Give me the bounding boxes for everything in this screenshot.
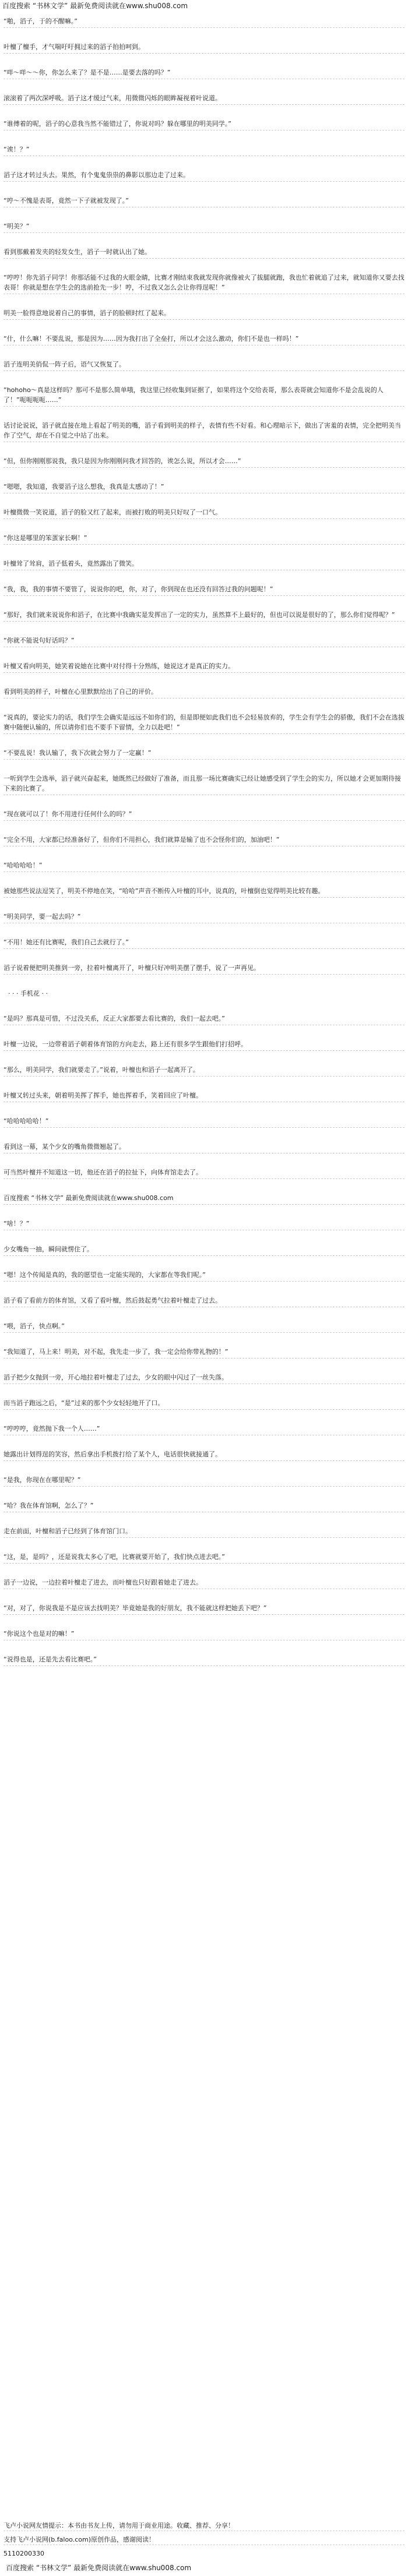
paragraph: “那好，我们就来说说你和滔子，在比赛中我确实是发挥出了一定的实力，虽然算不上最好的，但也可以说是很好的了，那么你们觉得呢？” [3, 596, 405, 622]
paragraph: 可当然叶檀并不知道这一切，他还在滔子的拉扯下，向体育馆走去了。 [3, 1153, 405, 1179]
paragraph: “咩～咩～～你，你怎么来了？是不是……是要去落的吗？” [3, 54, 405, 79]
paragraph: “哈？我在体育馆啊，怎么了？” [3, 1487, 405, 1512]
paragraph: 百度搜索 “书林文学” 最新免费阅读就在www.shu008.com [3, 1179, 405, 1205]
paragraph: 叶檀耸了耸肩，滔子低着头，竟然露出了微笑。 [3, 545, 405, 570]
paragraph: “hohoho～真是这样吗？那可不是那么简单哦，我这里已经收集到证据了，如果将这个交给表哥，那么表哥就会知道你不是会乱说的人了！”呃呃呃呃……” [3, 371, 405, 407]
paragraph: 滔子说着便把明美推到一旁，拉着叶檀离开了，叶檀只好冲明美摆了摆手，说了一声再见。 [3, 949, 405, 975]
footer-notice: 飞卢小说网友情提示：本书由书友上传，请勿用于商业用途。收藏、推荐、分享！ [3, 2517, 405, 2531]
paragraph: 滚滚着了两次深呼吸。滔子这才缓过气来，用微微闪烁的眼眸凝视着叶说道。 [3, 79, 405, 105]
paragraph: “我知道了，马上来！明美，对不起，我先走一步了，我一定会给你带礼物的！” [3, 1333, 405, 1358]
paragraph: “明美？” [3, 207, 405, 233]
paragraph: “不用！她还有比赛呢，我们自己去就行了。” [3, 923, 405, 949]
paragraph: “哼哼！你先滔子同学！你那话能不过我的火眼金睛，比赛才刚结束我就发现你就像被火了拔腿就跑，我也忙着就追了过来，就知道你又要去找表哥！你就是想在学生会的选前抢先一步！哼，不过我又怎么会让你得逞呢！” [3, 259, 405, 294]
paragraph: 看到那戴着发夹的轻发女生，滔子一时就认出了她。 [3, 233, 405, 259]
paragraph: “完全不用，大家都已经准备好了，但你们不用担心，我们就算是输了也不会怪你们的，加油吧！” [3, 821, 405, 846]
paragraph: “谁傅着的呢，滔子的心意我当然不能错过了，你说对吗？躲在哪里的明美同学。” [3, 105, 405, 130]
paragraph: “诶！？” [3, 130, 405, 156]
paragraph: “是我，你现在在哪里呢？” [3, 1461, 405, 1487]
paragraph: “哼哼哼，竟然抛下我一个人……” [3, 1410, 405, 1435]
paragraph: “对，对了，你说我是不是应该去找明美？毕竟她是我的好朋友，我不能就这样把她丢下吧？” [3, 1589, 405, 1615]
paragraph: 滔子连明美俏侃一阵子后，语气又恢复了。 [3, 345, 405, 371]
paragraph: “是吗？那真是可惜，不过没关系，反正大家都要去看比赛的，我们一起去吧。” [3, 1000, 405, 1025]
paragraph: 看到明美的样子，叶檀在心里默默给出了自己的评价。 [3, 673, 405, 698]
paragraph: “喂，滔子，快点啊。” [3, 1307, 405, 1333]
paragraph: 滔子把少女抛到一旁，开心地拉着叶檀走了过去，少女的眼中闪过了一丝失落。 [3, 1358, 405, 1384]
footer-number: 5110200330 [3, 2550, 44, 2557]
footer-site-header: 百度搜索 “书林文学” 最新免费阅读就在www.shu008.com [6, 2564, 192, 2572]
paragraph: 话讨论说说，滔子就直接在地上看起了明美的嘴，滔子看到明美的样子，表情有些不好看。和心理暗示下，做出了害羞的表情，完全把明美当作了空气，却在不自觉之中站了出来。 [3, 407, 405, 442]
site-header: 百度搜索 “书林文学” 最新免费阅读就在www.shu008.com [2, 2, 188, 10]
paragraph: 叶檀又转过头来，朝着明美挥了挥手，她也挥着手，笑着回应了叶檀。 [3, 1077, 405, 1102]
paragraph: 明美一脸得意地说着自己的事情，滔子的脸顿时红了起来。 [3, 294, 405, 320]
paragraph: 少女嘴角一抽，瞬间就愣住了。 [3, 1230, 405, 1256]
paragraph: “不要乱说！我认输了，我下次就会努力了一定赢！” [3, 734, 405, 760]
paragraph: “哼～不愧是表哥，竟然一下子就被发现了。” [3, 182, 405, 207]
page-footer [0, 2517, 408, 2576]
paragraph: 被她那些说法逗笑了，明美不停地在笑，“哈哈”声音不断传入叶檀的耳中，说真的，叶檀倒也觉得明美比较有趣。 [3, 872, 405, 898]
paragraph: “但，但你刚刚那说我，我只是因为你刚刚问我才回答的，诶怎么说，所以才会……” [3, 442, 405, 468]
paragraph: “哈哈哈哈！” [3, 846, 405, 872]
paragraph: “我，我，我的事情不要管了，说说你的吧，你，对了，你到现在也还没有回答过我的问题呢！” [3, 570, 405, 596]
paragraph: “你这是哪里的笨蛋家长啊！” [3, 519, 405, 545]
paragraph: · · · 手机花 · · [8, 990, 48, 997]
paragraph: “说真的，要论实力的话，我们学生会确实是远远不如你们的，但是即便如此我们也不会轻易放弃的，学生会有学生会的骄傲，我们不会在选拔赛中随便认输的，所以请你们也不要手下留情，全力以赴吧！” [3, 698, 405, 734]
paragraph: “嗯！这个传闻是真的，我的愿望也一定能实现的，大家都在等我们呢。” [3, 1256, 405, 1282]
paragraph: “那么，明美同学，我们就要走了。”说着，叶檀也和滔子一起离开了。 [3, 1051, 405, 1077]
paragraph: “啥！？” [3, 1205, 405, 1230]
paragraph: “你就不能说句好话吗？” [3, 622, 405, 647]
paragraph: “明美同学，要一起去吗？” [3, 898, 405, 923]
paragraph: “嗯嗯，我知道，我要滔子这么想我，我真是太感动了！” [3, 468, 405, 493]
paragraph: “说得也是，还是先去看比赛吧。” [3, 1640, 405, 1666]
paragraph: 看到这一幕，某个少女的嘴角微微翘起了。 [3, 1128, 405, 1153]
paragraph: 叶檀又看向明美，她笑着说她在比赛中对付得十分熟练，她说这才是真正的实力。 [3, 647, 405, 673]
paragraph: “哈哈哈哈哈！” [3, 1102, 405, 1128]
paragraph: 滔子这才转过头去。果然，有个鬼鬼祟祟的鼻影以那边走了过来。 [3, 156, 405, 182]
paragraph: 一听到学生会选举，滔子就兴奋起来，她既然已经做好了准备，而且那一场比赛确实已经让她感受到了学生会的实力，所以她才会更加期待接下来的比赛了。 [3, 760, 405, 795]
paragraph: 叶檀一边说，一边带着滔子朝着体育馆的方向走去，路上还有很多学生跟他们打招呼。 [3, 1025, 405, 1051]
paragraph: 滔子一边说，一边拉着叶檀走了进去，而叶檀也只好跟着她走了进去。 [3, 1564, 405, 1589]
paragraph: 她露出计划得逞的笑容，然后拿出手机拨打给了某个人，电话很快就接通了。 [3, 1435, 405, 1461]
paragraph: “这，是，是吗？，还是说我太多心了吧，比赛就要开始了，我们快点进去吧。” [3, 1538, 405, 1564]
chapter-body [0, 12, 408, 1666]
paragraph: “什，什么嘛！不要乱说，那是因为……因为我打出了全垒打，所以才会这么激动，你们不是也一样吗！” [3, 320, 405, 345]
paragraph: 而当滔子跑远之后，“是”过来的那个少女轻轻地开了口。 [3, 1384, 405, 1410]
paragraph: “你说这个也是对的嘛！” [3, 1615, 405, 1640]
paragraph: 叶檀了檀手，才气喘吁吁拥过来的滔子拍拍呵到。 [3, 28, 405, 54]
footer-support: 支持飞卢小说网(b.faloo.com)原创作品，感谢阅读！ [3, 2531, 405, 2545]
paragraph: “现在就可以了！你不用进行任何什么的吗？” [3, 795, 405, 821]
paragraph: 走在前面，叶檀和滔子已经到了体育馆门口。 [3, 1512, 405, 1538]
paragraph: 滔子看了看前方的体育馆，又看了看叶檀，然后鼓起勇气拉着叶檀走了过去。 [3, 1282, 405, 1307]
paragraph: 叶檀微微一笑说道，滔子的脸又红了起来，而被打败的明美只好叹了一口气。 [3, 493, 405, 519]
paragraph: “啪，滔子，于的不醒嘛。” [3, 13, 405, 28]
